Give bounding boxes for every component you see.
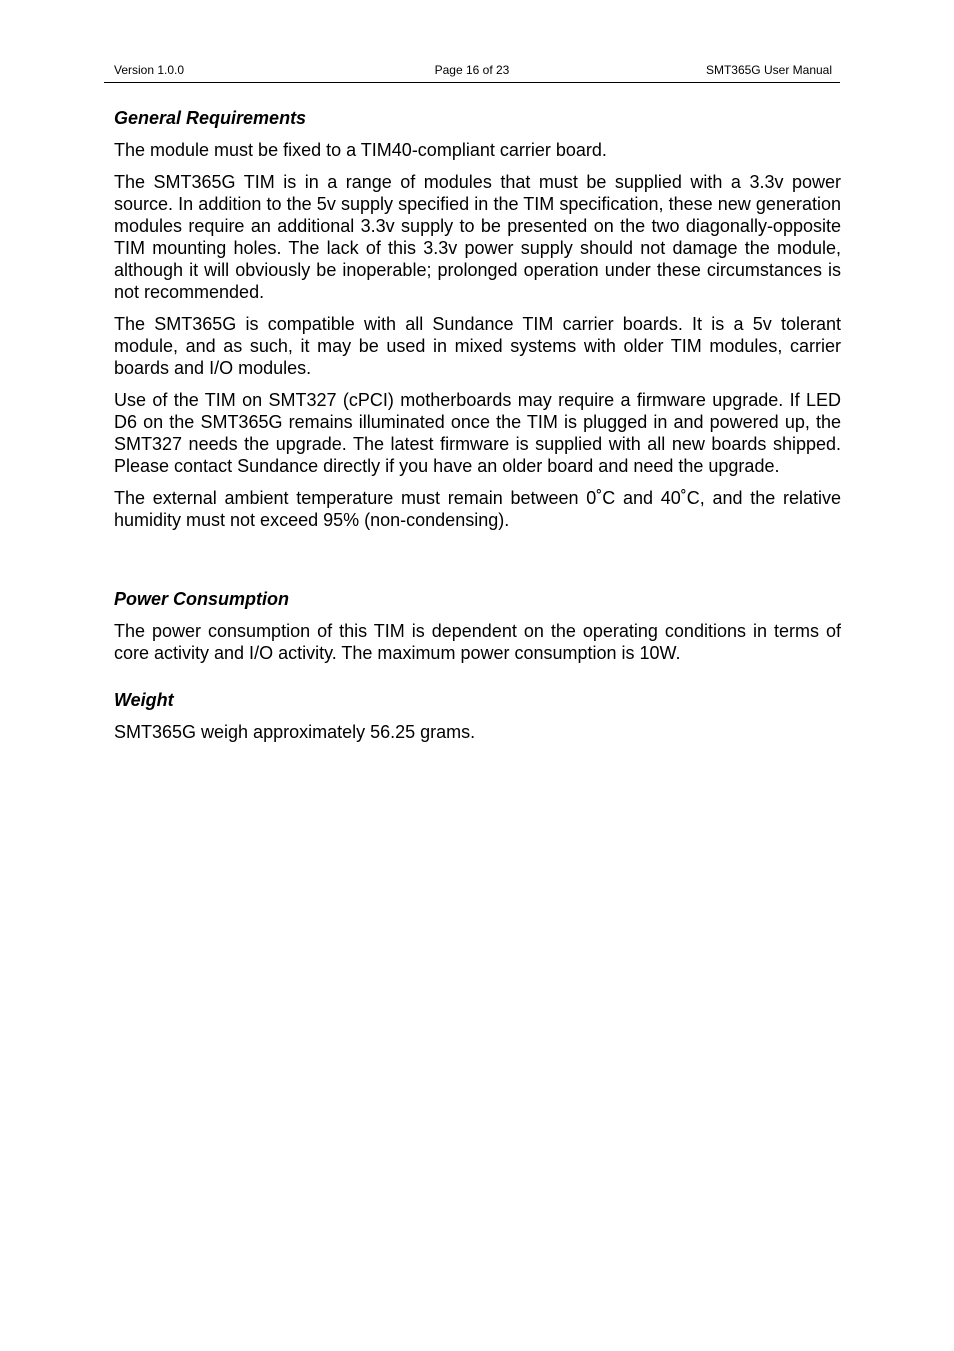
paragraph-carrier-board: The module must be fixed to a TIM40-compliant carrier board.	[114, 140, 607, 160]
paragraph-weight: SMT365G weigh approximately 56.25 grams.	[114, 722, 476, 742]
page-header	[104, 58, 840, 83]
paragraph-power-consumption: The power consumption of this TIM is dependent on the operating conditions in terms of core activity and I/O activity. The maximum power consumption is 10W.	[114, 621, 841, 663]
paragraph-temperature: The external ambient temperature must remain between 0˚C and 40˚C, and the relative humidity must not exceed 95% (non-condensing).	[114, 488, 841, 530]
heading-weight: Weight	[114, 690, 174, 710]
page-content	[114, 106, 841, 753]
heading-general-requirements: General Requirements	[114, 108, 307, 128]
paragraph-power-source: The SMT365G TIM is in a range of modules that must be supplied with a 3.3v power source. In addition to the 5v supply specified in the TIM specification, these new generation modules require an additional 3.3v supply to be presented on the two diagonally-opposite TIM mounting holes. The lack of this 3.3v power supply should not damage the module, although it will obviously be inoperable; prolonged operation under these circumstances is not recommended.	[114, 172, 841, 302]
heading-power-consumption: Power Consumption	[114, 589, 289, 609]
header-version: Version 1.0.0	[114, 63, 185, 77]
paragraph-firmware-upgrade: Use of the TIM on SMT327 (cPCI) motherboards may require a firmware upgrade. If LED D6 on the SMT365G remains illuminated once the TIM is plugged in and powered up, the SMT327 needs the upgrade. The latest firmware is supplied with all new boards shipped. Please contact Sundance directly if you have an older board and need the upgrade.	[114, 390, 841, 476]
header-page-number: Page 16 of 23	[434, 63, 510, 77]
header-document-title: SMT365G User Manual	[705, 63, 832, 77]
paragraph-compatibility: The SMT365G is compatible with all Sundance TIM carrier boards. It is a 5v tolerant module, and as such, it may be used in mixed systems with older TIM modules, carrier boards and I/O modules.	[114, 314, 841, 378]
